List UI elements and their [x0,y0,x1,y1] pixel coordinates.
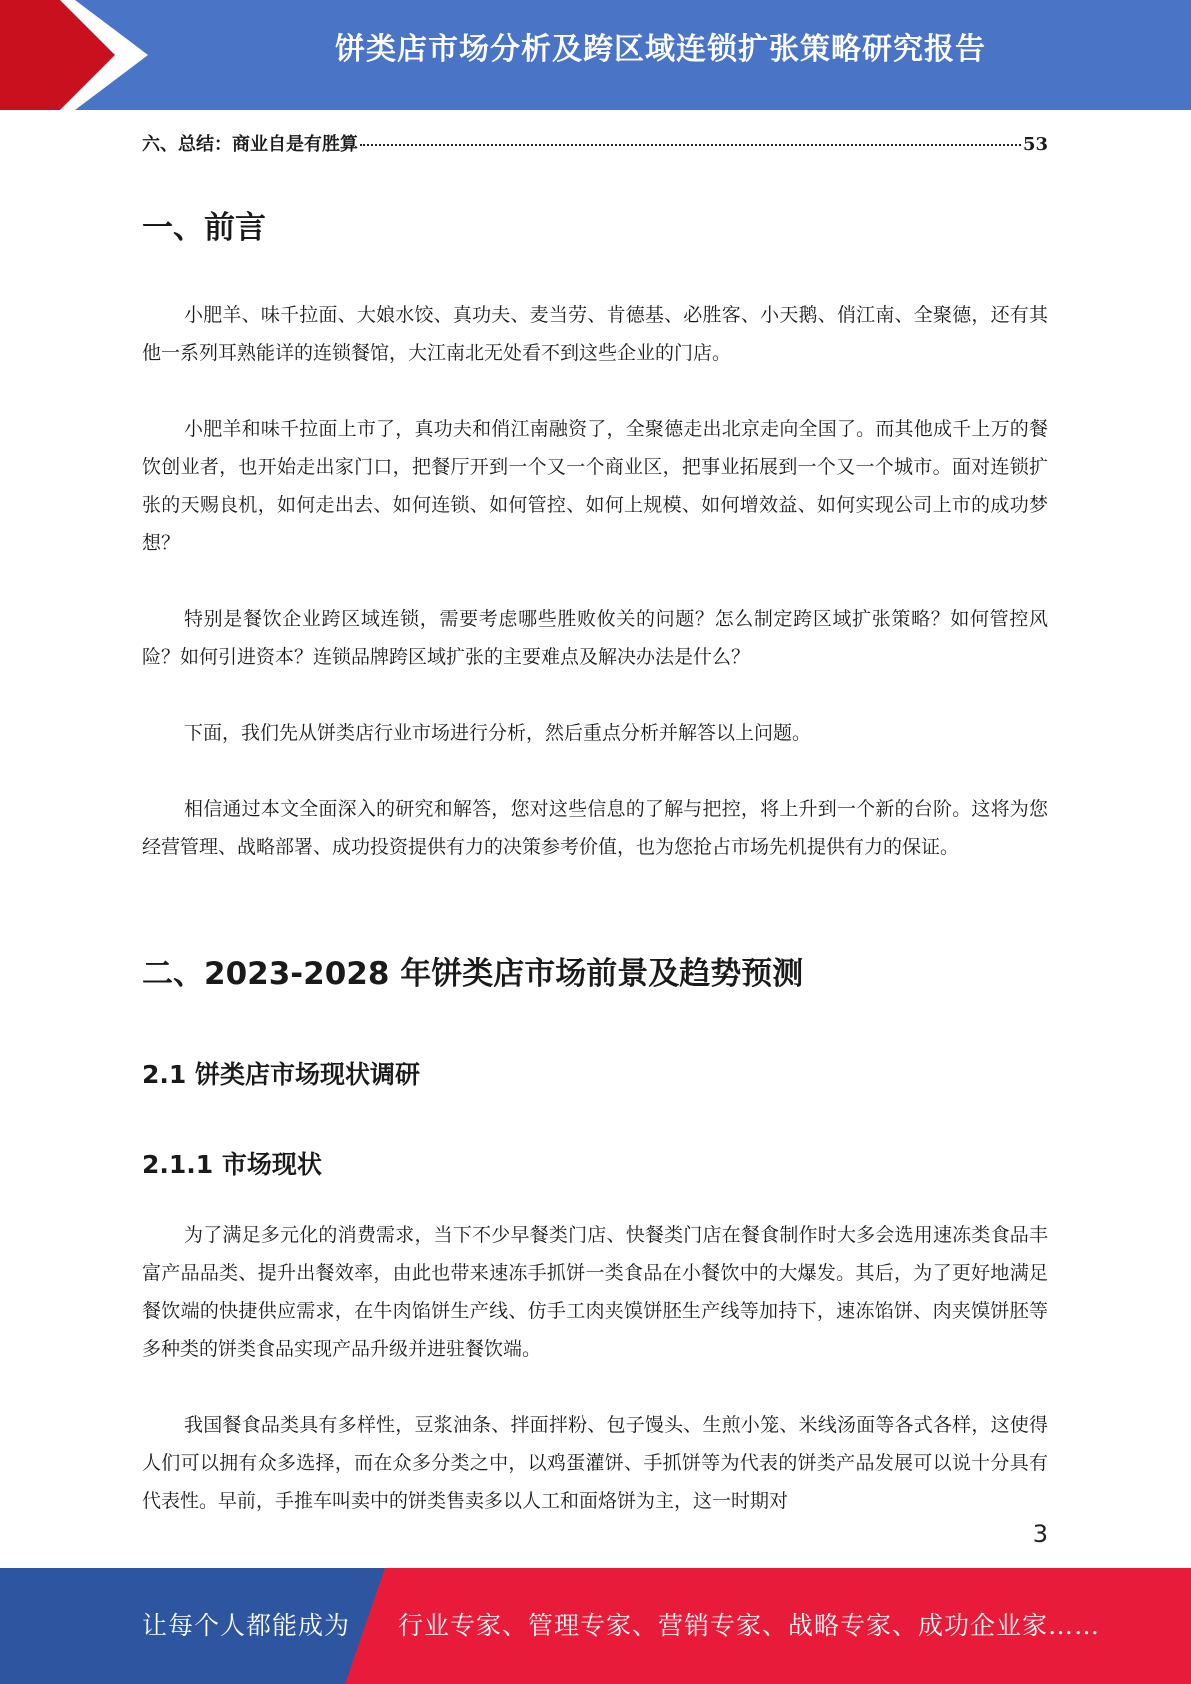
subsection-heading: 2.1 饼类店市场现状调研 [142,1060,420,1089]
page-footer [0,1568,1191,1684]
footer-slogan-right: 行业专家、管理专家、营销专家、战略专家、成功企业家…… [398,1611,1101,1640]
paragraph: 小肥羊和味千拉面上市了，真功夫和俏江南融资了，全聚德走出北京走向全国了。而其他成千上万的餐饮创业者，也开始走出家门口，把餐厅开到一个又一个商业区，把事业拓展到一个又一个城市。面对连锁扩张的天赐良机，如何走出去、如何连锁、如何管控、如何上规模、如何增效益、如何实现公司上市的成功梦想？ [142,418,1048,554]
paragraph: 相信通过本文全面深入的研究和解答，您对这些信息的了解与把控，将上升到一个新的台阶。这将为您经营管理、战略部署、成功投资提供有力的决策参考价值，也为您抢占市场先机提供有力的保证。 [142,798,1048,858]
page-header [0,0,1191,110]
toc-entry[interactable] [142,130,1048,158]
subsubsection-heading: 2.1.1 市场现状 [142,1150,322,1179]
toc-entry-page: 53 [1022,134,1048,155]
toc-entry-label: 六、总结：商业自是有胜算 [142,134,358,155]
header-arrow-decoration [0,0,160,110]
page-number: 3 [1032,1520,1048,1548]
section-heading-preface: 一、前言 [142,210,266,246]
paragraph: 小肥羊、味千拉面、大娘水饺、真功夫、麦当劳、肯德基、必胜客、小天鹅、俏江南、全聚德，还有其他一系列耳熟能详的连锁餐馆，大江南北无处看不到这些企业的门店。 [142,304,1048,364]
report-title: 饼类店市场分析及跨区域连锁扩张策略研究报告 [335,32,986,67]
paragraph: 为了满足多元化的消费需求，当下不少早餐类门店、快餐类门店在餐食制作时大多会选用速冻类食品丰富产品品类、提升出餐效率，由此也带来速冻手抓饼一类食品在小餐饮中的大爆发。其后，为了更好地满足餐饮端的快捷供应需求，在牛肉馅饼生产线、仿手工肉夹馍饼胚生产线等加持下，速冻馅饼、肉夹馍饼胚等多种类的饼类食品实现产品升级并进驻餐饮端。 [142,1224,1048,1360]
paragraph: 我国餐食品类具有多样性，豆浆油条、拌面拌粉、包子馒头、生煎小笼、米线汤面等各式各样，这使得人们可以拥有众多选择，而在众多分类之中，以鸡蛋灌饼、手抓饼等为代表的饼类产品发展可以说十分具有代表性。早前，手推车叫卖中的饼类售卖多以人工和面烙饼为主，这一时期对 [142,1414,1048,1512]
paragraph: 特别是餐饮企业跨区域连锁，需要考虑哪些胜败攸关的问题？怎么制定跨区域扩张策略？如何管控风险？如何引进资本？连锁品牌跨区域扩张的主要难点及解决办法是什么？ [142,608,1048,668]
paragraph: 下面，我们先从饼类店行业市场进行分析，然后重点分析并解答以上问题。 [184,722,812,744]
toc-leader-dots [360,144,1021,146]
footer-slogan-left: 让每个人都能成为 [142,1611,351,1640]
section-heading-forecast: 二、2023-2028 年饼类店市场前景及趋势预测 [142,956,804,992]
